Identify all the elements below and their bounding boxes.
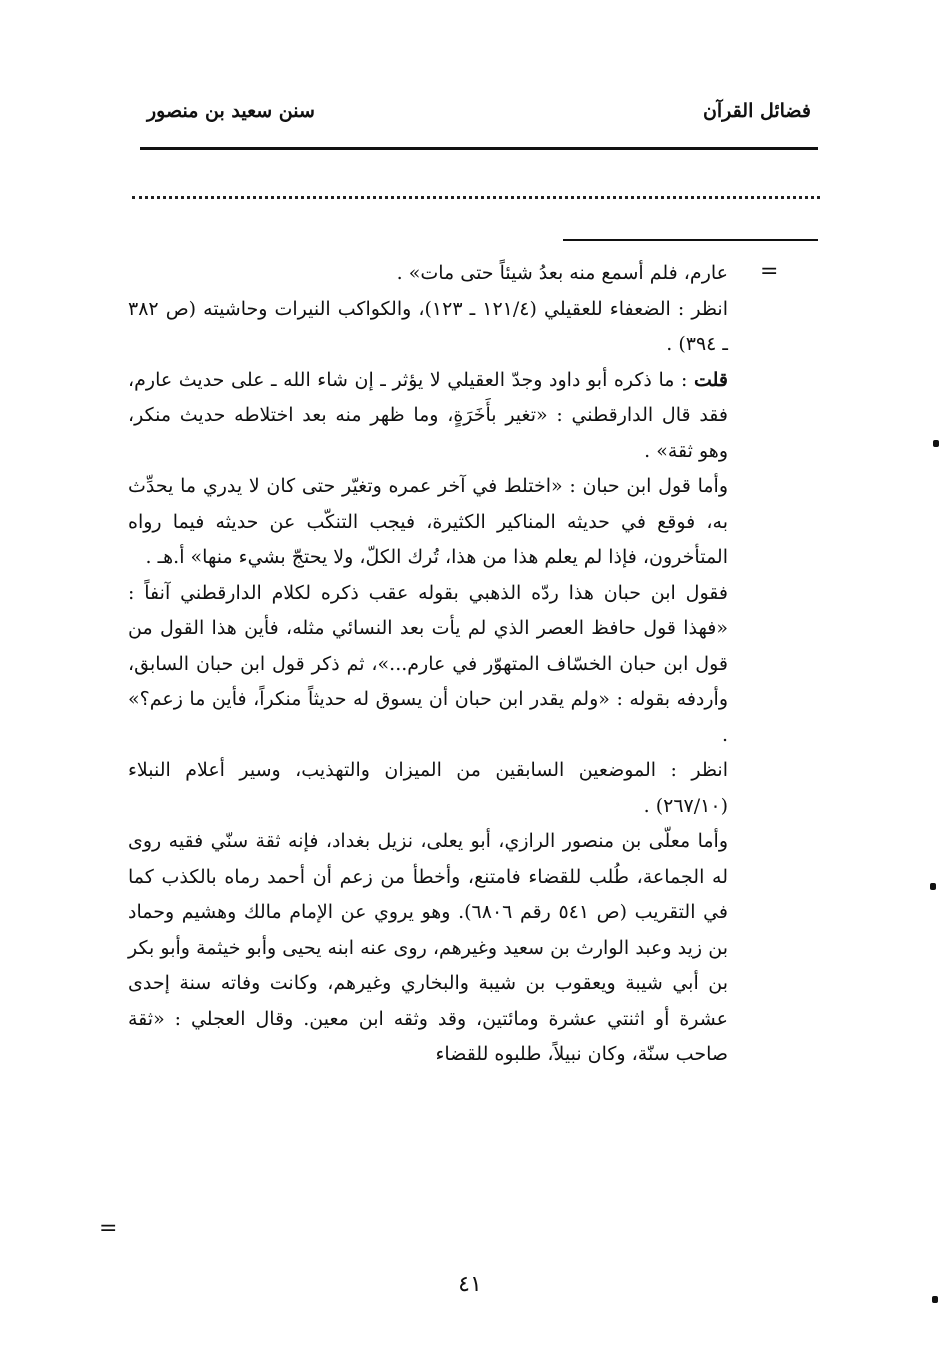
continuation-marker-start: = xyxy=(760,259,779,284)
footnote-rule xyxy=(563,239,818,241)
paragraph-text: : ما ذكره أبو داود وجدّ العقيلي لا يؤثر ـ إن شاء الله ـ على حديث عارم، فقد قال الدارقطني : «تغير بأَخَرَةٍ، وما ظهر منه بعد اختلاطه حديث منكر، وهو ثقة» . xyxy=(128,368,728,462)
paragraph-text: وأما معلّى بن منصور الرازي، أبو يعلى، نزيل بغداد، فإنه ثقة سنّي فقيه روى له الجماعة، طُلب للقضاء فامتنع، وأخطأ من زعم أن أحمد رماه بالكذب كما في التقريب (ص ٥٤١ رقم ٦٨٠٦). وهو يروي عن الإمام مالك وهشيم وحماد بن زيد وعبد الوارث بن سعيد وغيرهم، روى عنه ابنه يحيى وأبو خيثمة وأبو بكر بن أبي شيبة ويعقوب بن شيبة والبخاري وغيرهم، وكانت وفاته سنة إحدى عشرة أو اثنتي عشرة ومائتين، وقد وثقه ابن معين. وقال العجلي : «ثقة صاحب سنّة، وكان نبيلاً، طلبوه للقضاء xyxy=(128,830,728,1065)
paragraph xyxy=(128,292,728,363)
paragraph xyxy=(128,363,728,470)
paragraph-text: فقول ابن حبان هذا ردّه الذهبي بقوله عقب ذكره لكلام الدارقطني آنفاً : «فهذا قول حافظ العصر الذي لم يأت بعد النسائي مثله، فأين هذا القول من قول ابن حبان الخسّاف المتهوّر في عارم...»، ثم ذكر قول ابن حبان السابق، وأردفه بقوله : «ولم يقدر ابن حبان أن يسوق له حديثاً منكراً، فأين ما زعم؟» . xyxy=(128,581,728,746)
paragraph xyxy=(128,469,728,576)
scan-speck xyxy=(933,440,939,447)
continuation-marker-end: = xyxy=(99,1216,118,1241)
paragraph xyxy=(128,824,728,1073)
paragraph-label: قلت xyxy=(693,368,728,391)
page-number: ٤١ xyxy=(458,1272,482,1297)
paragraph-text: وأما قول ابن حبان : «اختلط في آخر عمره وتغيّر حتى كان لا يدري ما يحدِّث به، فوقع في حديثه المناكير الكثيرة، فيجب التنكّب عن حديثه فيما رواه المتأخرون، فإذا لم يعلم هذا من هذا، تُرك الكلّ، ولا يحتجّ بشيء منها» أ.هـ . xyxy=(128,475,728,568)
paragraph-text: انظر : الموضعين السابقين من الميزان والتهذيب، وسير أعلام النبلاء (٢٦٧/١٠) . xyxy=(128,759,728,817)
paragraph-text: عارم، فلم أسمع منه بعدُ شيئاً حتى مات» . xyxy=(396,262,728,284)
dotted-separator xyxy=(132,196,820,199)
paragraph-text: انظر : الضعفاء للعقيلي (١٢١/٤ ـ ١٢٣)، والكواكب النيرات وحاشيته (ص ٣٨٢ ـ ٣٩٤) . xyxy=(128,297,729,355)
paragraph xyxy=(128,753,728,824)
paragraph xyxy=(128,576,728,754)
footnote-body xyxy=(128,256,728,1073)
paragraph xyxy=(128,256,728,292)
running-header-title: سنن سعيد بن منصور xyxy=(147,100,315,122)
running-header-section: فضائل القرآن xyxy=(702,100,811,122)
header-rule xyxy=(140,147,818,150)
scan-speck xyxy=(932,1296,938,1303)
scan-speck xyxy=(930,883,936,890)
